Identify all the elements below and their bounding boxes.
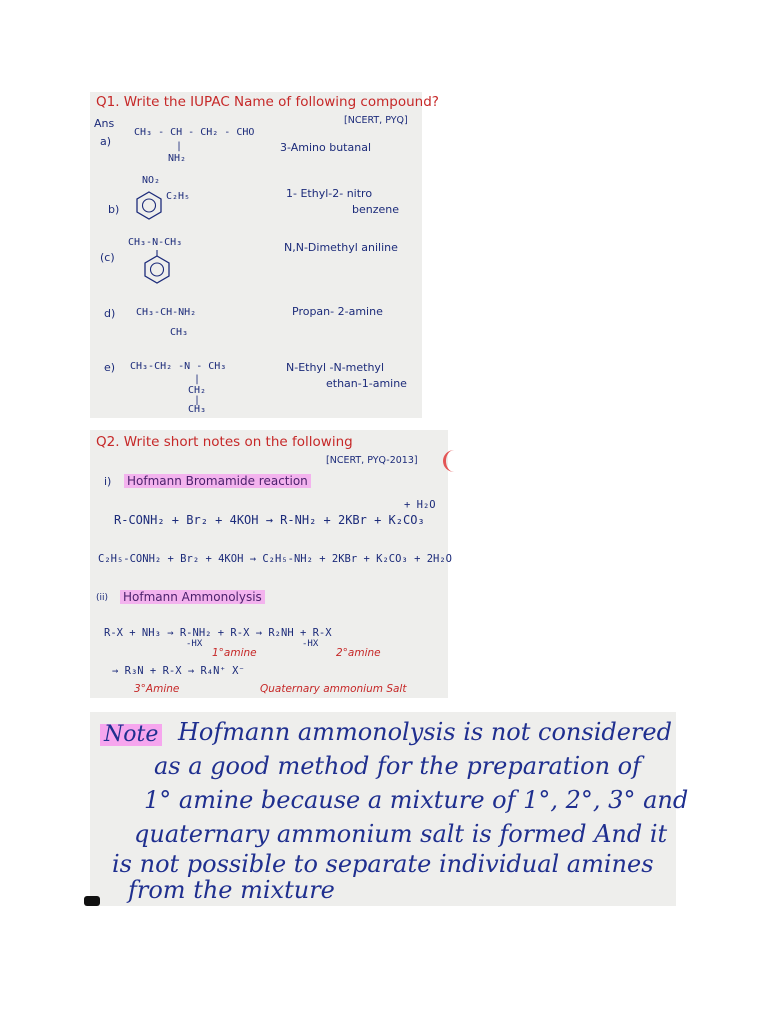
primary-amine-label: 1°amine bbox=[212, 647, 257, 659]
item-a-label: a) bbox=[100, 135, 112, 148]
item-b-label: b) bbox=[108, 203, 120, 216]
item-b-substituent-nitro: NO₂ bbox=[142, 175, 161, 186]
hofmann-bromamide-example-equation: C₂H₅-CONH₂ + Br₂ + 4KOH → C₂H₅-NH₂ + 2KBr + K₂CO₃ + 2H₂O bbox=[98, 553, 453, 565]
note-line-1: Hofmann ammonolysis is not considered bbox=[178, 718, 672, 746]
secondary-amine-label: 2°amine bbox=[336, 647, 381, 659]
item-e-bond-2: | bbox=[194, 395, 201, 406]
q1-title: Q1. Write the IUPAC Name of following compound? bbox=[96, 94, 439, 110]
item-d-structure-main: CH₃-CH-NH₂ bbox=[136, 307, 197, 318]
item-e-structure-ch3: CH₃ bbox=[188, 404, 207, 415]
ammonolysis-step1-equation: R-X + NH₃ → R-NH₂ + R-X → R₂NH + R-X bbox=[104, 627, 332, 639]
item-a-structure-bond: | bbox=[176, 141, 183, 152]
item-b-name-line1: 1- Ethyl-2- nitro bbox=[286, 187, 373, 200]
item-a-name: 3-Amino butanal bbox=[280, 141, 371, 154]
item-c-label: (c) bbox=[100, 251, 115, 264]
note-line-6: from the mixture bbox=[128, 876, 335, 904]
item-e-name-line2: ethan-1-amine bbox=[326, 377, 407, 390]
item-e-name-line1: N-Ethyl -N-methyl bbox=[286, 361, 384, 374]
ammonolysis-arrow1-subscript: -HX bbox=[186, 639, 203, 649]
hofmann-bromamide-general-equation: R-CONH₂ + Br₂ + 4KOH → R-NH₂ + 2KBr + K₂CO₃ bbox=[114, 513, 425, 527]
part1-heading: Hofmann Bromamide reaction bbox=[124, 474, 311, 488]
part2-label: (ii) bbox=[96, 593, 109, 603]
quaternary-salt-label: Quaternary ammonium Salt bbox=[260, 683, 407, 695]
note-line-2: as a good method for the preparation of bbox=[154, 752, 641, 780]
note-line-3: 1° amine because a mixture of 1°, 2°, 3° and bbox=[144, 786, 689, 814]
corner-mark bbox=[84, 896, 100, 906]
item-c-benzene-ring bbox=[142, 252, 172, 284]
item-b-benzene-ring bbox=[134, 190, 164, 220]
item-a-structure-sub: NH₂ bbox=[168, 153, 187, 164]
q1-source: [NCERT, PYQ] bbox=[344, 115, 408, 126]
ammonolysis-arrow2-subscript: -HX bbox=[302, 639, 319, 649]
part2-heading: Hofmann Ammonolysis bbox=[120, 590, 265, 604]
item-a-structure-main: CH₃ - CH - CH₂ - CHO bbox=[134, 127, 255, 138]
q2-source: [NCERT, PYQ-2013] bbox=[326, 455, 418, 466]
item-d-name: Propan- 2-amine bbox=[292, 305, 383, 318]
item-b-substituent-ethyl: C₂H₅ bbox=[166, 191, 191, 202]
q2-title: Q2. Write short notes on the following bbox=[96, 434, 353, 450]
item-d-label: d) bbox=[104, 307, 116, 320]
q2-panel bbox=[90, 430, 453, 698]
note-panel bbox=[90, 712, 689, 906]
item-c-name: N,N-Dimethyl aniline bbox=[284, 241, 398, 254]
item-b-name-line2: benzene bbox=[352, 203, 400, 216]
note-tag: Note bbox=[100, 724, 162, 746]
item-e-label: e) bbox=[104, 361, 116, 374]
item-c-substituent: CH₃-N-CH₃ bbox=[128, 237, 183, 248]
note-line-5: is not possible to separate individual amines bbox=[112, 850, 654, 878]
q1-panel bbox=[90, 92, 439, 418]
ammonolysis-step2-equation: → R₃N + R-X → R₄N⁺ X⁻ bbox=[112, 665, 245, 677]
note-line-4: quaternary ammonium salt is formed And it bbox=[134, 820, 668, 848]
part1-label: i) bbox=[104, 475, 112, 488]
eq1-above-water: + H₂O bbox=[404, 499, 436, 511]
item-e-structure-ch2: CH₂ bbox=[188, 385, 207, 396]
ans-label: Ans bbox=[94, 117, 115, 130]
tertiary-amine-label: 3°Amine bbox=[134, 683, 180, 695]
item-e-bond-1: | bbox=[194, 374, 201, 385]
item-e-structure-main: CH₃-CH₂ -N - CH₃ bbox=[130, 361, 227, 372]
item-d-structure-sub: CH₃ bbox=[170, 327, 189, 338]
